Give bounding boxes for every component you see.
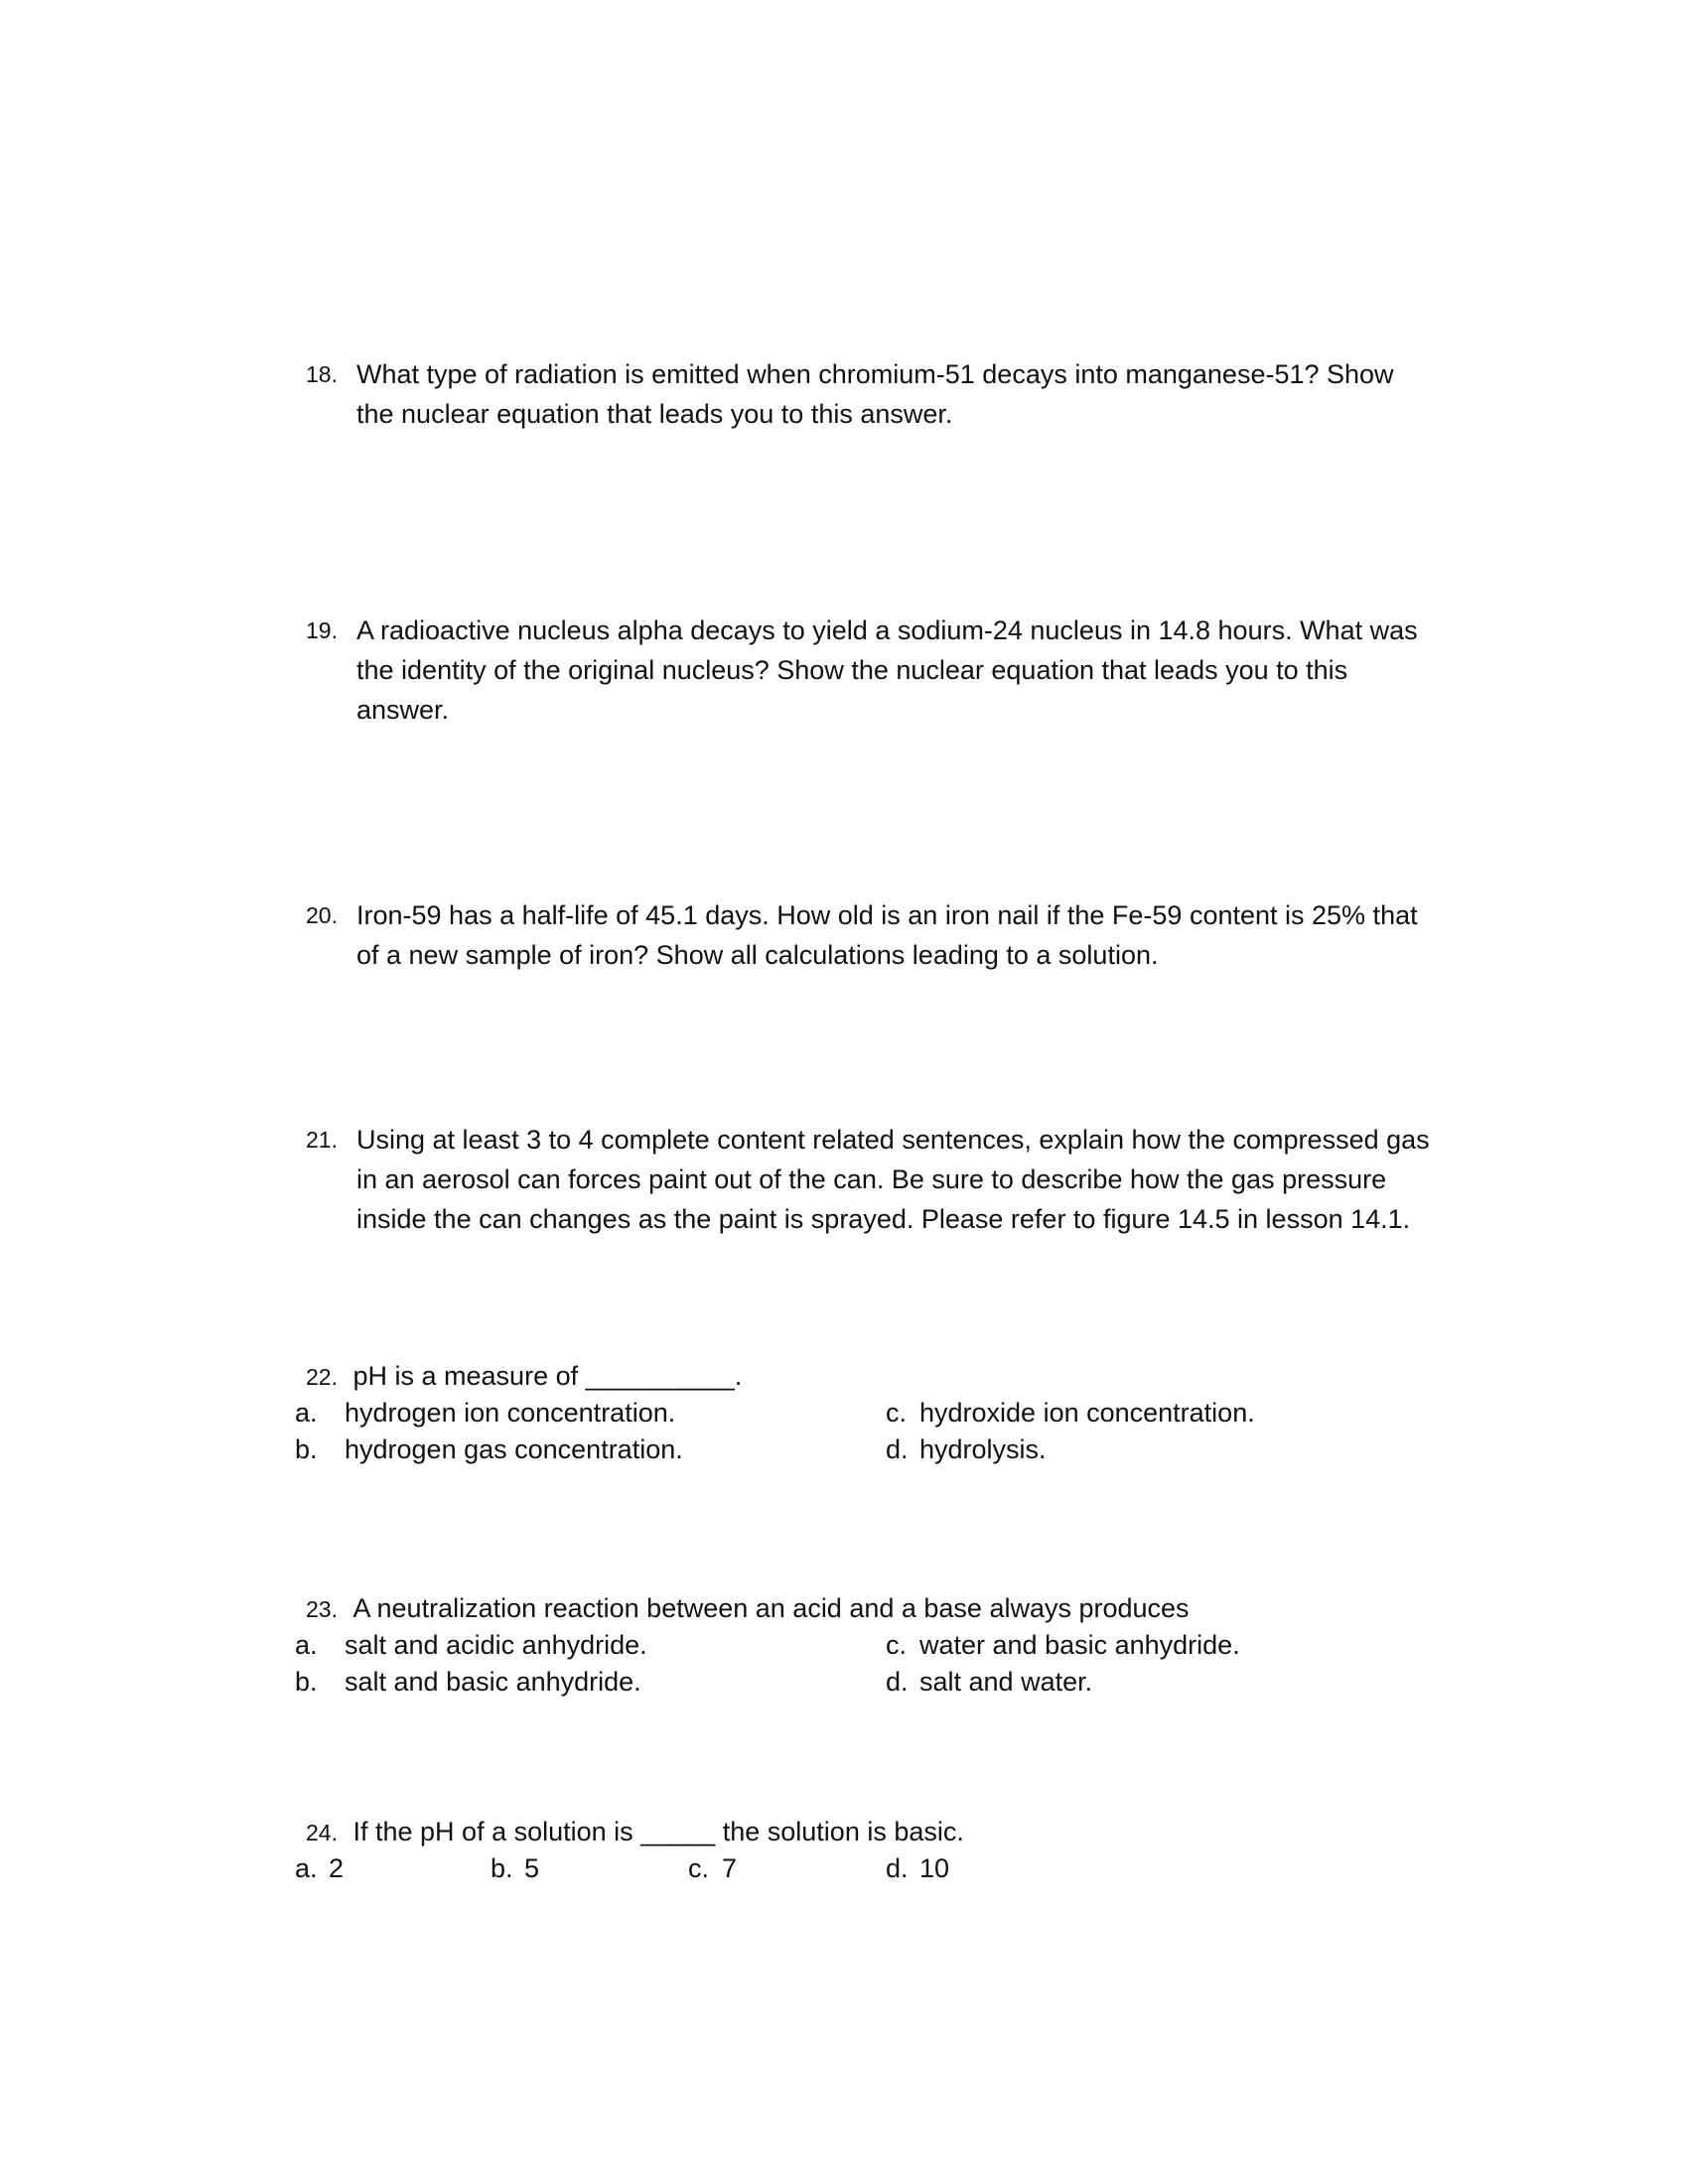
question-text [356, 354, 1489, 434]
question-20 [298, 895, 1489, 975]
question-stem [306, 1814, 964, 1851]
option-b [295, 1432, 683, 1468]
option-text: 7 [722, 1853, 738, 1883]
question-number: 23. [306, 1596, 338, 1622]
option-letter: b. [295, 1434, 318, 1464]
question-line: Iron-59 has a half-life of 45.1 days. How old is an iron nail if the Fe-59 content is 25% that [356, 900, 1418, 930]
question-line: Using at least 3 to 4 complete content related sentences, explain how the compressed gas [356, 1125, 1430, 1155]
question-18 [298, 354, 1489, 434]
option-text: water and basic anhydride. [919, 1630, 1240, 1660]
option-c [886, 1627, 1240, 1664]
option-letter: d. [886, 1853, 909, 1883]
question-21 [298, 1120, 1489, 1239]
question-number: 20. [306, 902, 338, 928]
question-number: 22. [306, 1364, 338, 1390]
option-b [491, 1850, 539, 1887]
option-letter: c. [886, 1630, 908, 1660]
option-letter: b. [295, 1667, 318, 1697]
option-text: salt and water. [919, 1667, 1093, 1697]
option-d [886, 1664, 1092, 1701]
question-line: of a new sample of iron? Show all calculations leading to a solution. [356, 940, 1159, 970]
question-number: 18. [306, 361, 338, 387]
option-text: salt and basic anhydride. [345, 1667, 641, 1697]
question-19 [298, 611, 1489, 730]
question-line: in an aerosol can forces paint out of the can. Be sure to describe how the gas pressure [356, 1164, 1387, 1194]
option-letter: b. [491, 1853, 513, 1883]
question-line: the identity of the original nucleus? Show the nuclear equation that leads you to this [356, 655, 1348, 685]
option-text: hydroxide ion concentration. [919, 1398, 1255, 1428]
option-d [886, 1432, 1047, 1468]
option-letter: a. [295, 1853, 318, 1883]
question-stem [306, 1590, 1190, 1628]
option-text: 2 [329, 1853, 345, 1883]
question-line: answer. [356, 695, 450, 725]
question-number: 24. [306, 1820, 338, 1845]
question-number: 21. [306, 1127, 338, 1153]
option-text: 10 [919, 1853, 950, 1883]
option-text: hydrolysis. [919, 1434, 1047, 1464]
option-a [295, 1850, 344, 1887]
question-text [356, 895, 1489, 975]
question-text [356, 611, 1489, 730]
option-d [886, 1850, 949, 1887]
question-line: A radioactive nucleus alpha decays to yield a sodium-24 nucleus in 14.8 hours. What was [356, 615, 1418, 645]
option-letter: a. [295, 1630, 318, 1660]
option-letter: c. [688, 1853, 710, 1883]
option-c [688, 1850, 737, 1887]
option-text: hydrogen gas concentration. [345, 1434, 683, 1464]
option-c [886, 1395, 1255, 1432]
question-line: inside the can changes as the paint is sprayed. Please refer to figure 14.5 in lesson 14.1. [356, 1204, 1411, 1234]
question-stem-text: A neutralization reaction between an acid and a base always produces [352, 1593, 1190, 1623]
option-letter: d. [886, 1667, 909, 1697]
option-text: salt and acidic anhydride. [345, 1630, 647, 1660]
question-line: the nuclear equation that leads you to this answer. [356, 399, 953, 429]
question-stem-text: If the pH of a solution is _____ the solution is basic. [352, 1817, 964, 1846]
question-text [356, 1120, 1489, 1239]
option-b [295, 1664, 641, 1701]
option-letter: a. [295, 1398, 318, 1428]
option-text: hydrogen ion concentration. [345, 1398, 676, 1428]
option-letter: d. [886, 1434, 909, 1464]
question-number: 19. [306, 617, 338, 643]
option-letter: c. [886, 1398, 908, 1428]
option-text: 5 [524, 1853, 540, 1883]
question-stem [306, 1358, 742, 1396]
option-a [295, 1395, 675, 1432]
question-stem-text: pH is a measure of __________. [352, 1361, 743, 1391]
question-line: What type of radiation is emitted when chromium-51 decays into manganese-51? Show [356, 359, 1394, 389]
option-a [295, 1627, 647, 1664]
